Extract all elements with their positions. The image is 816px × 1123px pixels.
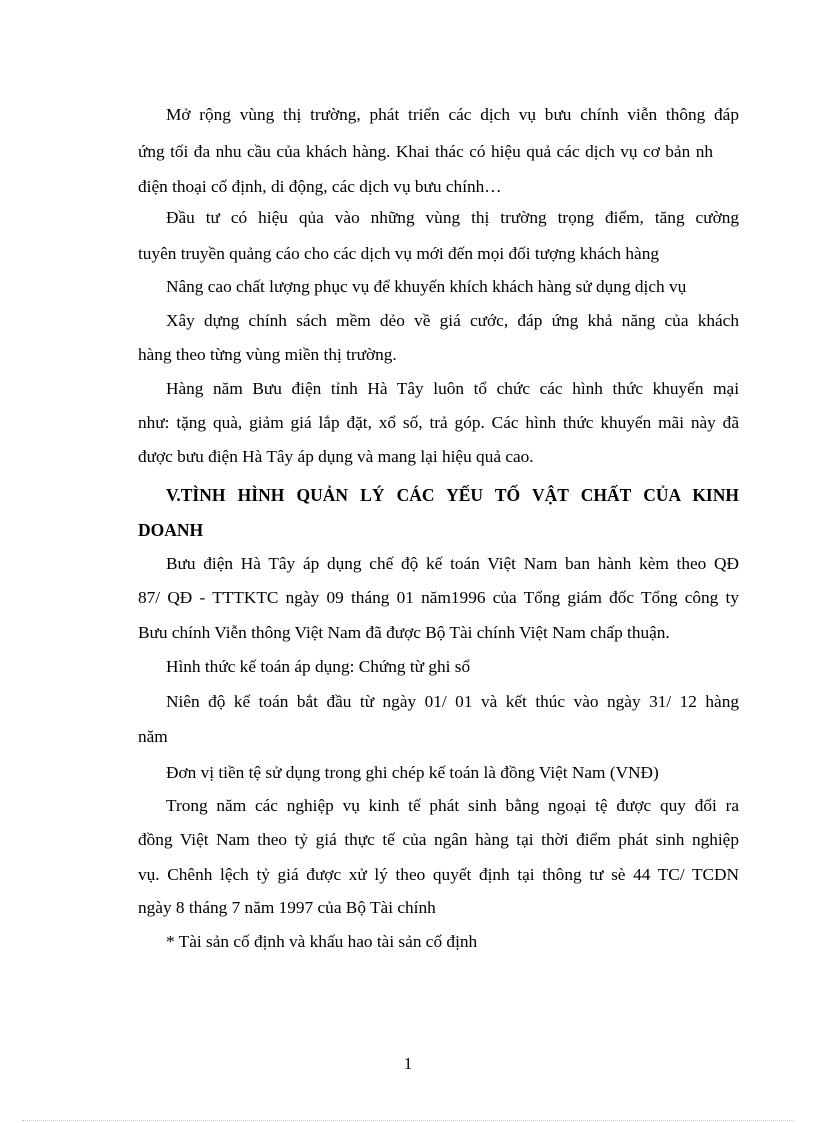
body-line: Trong năm các nghiệp vụ kinh tế phát sinh bằng ngoại tệ được quy đổi ra: [166, 796, 739, 815]
section-heading: V.TÌNH HÌNH QUẢN LÝ CÁC YẾU TỐ VẬT CHẤT CỦA KINH: [166, 485, 739, 505]
body-line: vụ. Chênh lệch tỷ giá được xử lý theo quyết định tại thông tư sè 44 TC/ TCDN: [138, 865, 739, 884]
body-line: ứng tối đa nhu cầu của khách hàng. Khai thác có hiệu quả các dịch vụ cơ bản nh: [138, 142, 713, 161]
page-bottom-rule: [22, 1120, 794, 1121]
body-line: * Tài sản cố định và khấu hao tài sản cố định: [166, 932, 478, 951]
body-line: Hàng năm Bưu điện tỉnh Hà Tây luôn tổ chức các hình thức khuyến mại: [166, 379, 739, 398]
body-line: 87/ QĐ - TTTKTC ngày 09 tháng 01 năm1996 của Tổng giám đốc Tổng công ty: [138, 588, 739, 607]
body-line: điện thoại cố định, di động, các dịch vụ bưu chính…: [138, 177, 502, 196]
body-line: Đầu tư có hiệu qủa vào những vùng thị trường trọng điểm, tăng cường: [166, 208, 739, 227]
body-line: hàng theo từng vùng miền thị trường.: [138, 345, 397, 364]
page-number: 1: [403, 1054, 413, 1073]
body-line: Nâng cao chất lượng phục vụ để khuyến khích khách hàng sử dụng dịch vụ: [166, 277, 687, 296]
body-line: Bưu điện Hà Tây áp dụng chế độ kế toán Việt Nam ban hành kèm theo QĐ: [166, 554, 739, 573]
body-line: đồng Việt Nam theo tỷ giá thực tế của ngân hàng tại thời điểm phát sinh nghiệp: [138, 830, 739, 849]
body-line: năm: [138, 727, 168, 746]
body-line: được bưu điện Hà Tây áp dụng và mang lại hiệu quả cao.: [138, 447, 534, 466]
body-line: như: tặng quà, giảm giá lắp đặt, xổ số, trả góp. Các hình thức khuyến mãi này đã: [138, 413, 739, 432]
body-line: Đơn vị tiền tệ sử dụng trong ghi chép kế toán là đồng Việt Nam (VNĐ): [166, 763, 659, 782]
body-line: Hình thức kế toán áp dụng: Chứng từ ghi sổ: [166, 657, 471, 676]
section-heading-continued: DOANH: [138, 520, 204, 540]
body-line: tuyên truyền quảng cáo cho các dịch vụ mới đến mọi đối tượng khách hàng: [138, 244, 659, 263]
body-line: Mở rộng vùng thị trường, phát triển các dịch vụ bưu chính viễn thông đáp: [166, 105, 739, 124]
body-line: Bưu chính Viễn thông Việt Nam đã được Bộ Tài chính Việt Nam chấp thuận.: [138, 623, 670, 642]
body-line: Niên độ kế toán bắt đầu từ ngày 01/ 01 và kết thúc vào ngày 31/ 12 hàng: [166, 692, 739, 711]
body-line: Xây dựng chính sách mềm dẻo về giá cước, đáp ứng khả năng của khách: [166, 311, 739, 330]
body-line: ngày 8 tháng 7 năm 1997 của Bộ Tài chính: [138, 898, 436, 917]
